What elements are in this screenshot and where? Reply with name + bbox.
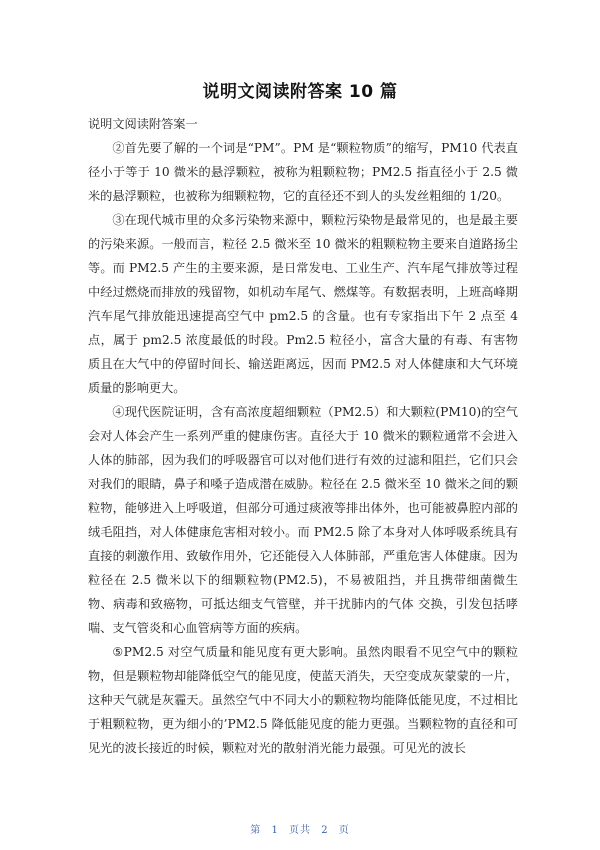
document-title: 说明文阅读附答案 10 篇 (202, 82, 398, 102)
footer-of-label: 页共 (289, 825, 311, 836)
paragraph-3: ③在现代城市里的众多污染物来源中，颗粒污染物是最常见的，也是最主要的污染来源。一般而言，粒径 2.5 微米至 10 微米的粗颗粒物主要来自道路扬尘等。而 PM2.5 产生的主要来源，是日常发电、工业生产、汽车尾气排放等过程中经过燃烧而排放的残留物，如机动车尾气、燃煤等。有数据表明，上班高峰期汽车尾气排放能迅速提高空气中 pm2.5 的含量。也有专家指出下午 2 点至 4 点，属于 pm2.5 浓度最低的时段。Pm2.5 粒径小，富含大量的有毒、有害物质且在大气中的停留时间长、输送距离远，因而 PM2.5 对人体健康和大气环境质量的影响更大。 (88, 213, 518, 395)
footer-page-label: 第 (250, 825, 262, 836)
document-body (88, 112, 518, 760)
page-footer (0, 821, 600, 836)
footer-current-page: 1 (271, 825, 279, 836)
paragraph-2: ②首先要了解的一个词是“PM”。PM 是“颗粒物质”的缩写，PM10 代表直径小于等于 10 微米的悬浮颗粒，被称为粗颗粒物；PM2.5 指直径小于 2.5 微米的悬浮颗粒，也被称为细颗粒物，它的直径还不到人的头发丝粗细的 1/20。 (88, 141, 518, 203)
footer-total-pages: 2 (321, 825, 329, 836)
footer-page-suffix: 页 (338, 825, 350, 836)
paragraph-4: ④现代医院证明，含有高浓度超细颗粒（PM2.5）和大颗粒(PM10)的空气会对人体会产生一系列严重的健康伤害。直径大于 10 微米的颗粒通常不会进入人体的肺部，因为我们的呼吸器官可以对他们进行有效的过滤和阻拦，它们只会对我们的眼睛，鼻子和嗓子造成潜在威胁。粒径在 2.5 微米至 10 微米之间的颗粒物，能够进入上呼吸道，但部分可通过痰液等排出体外，也可能被鼻腔内部的绒毛阻挡，对人体健康危害相对较小。而 PM2.5 除了本身对人体呼吸系统具有直接的刺激作用、致敏作用外，它还能侵入人体肺部，严重危害人体健康。因为粒径在 2.5 微米以下的细颗粒物(PM2.5)，不易被阻挡，并且携带细菌微生物、病毒和致癌物，可抵达细支气管壁，并干扰肺内的气体 交换，引发包括哮喘、支气管炎和心血管病等方面的疾病。 (88, 405, 518, 635)
paragraph-5: ⑤PM2.5 对空气质量和能见度有更大影响。虽然肉眼看不见空气中的颗粒物，但是颗粒物却能降低空气的能见度，使蓝天消失，天空变成灰蒙蒙的一片，这种天气就是灰霾天。虽然空气中不同大小的颗粒物均能降低能见度，不过相比于粗颗粒物，更为细小的’PM2.5 降低能见度的能力更强。当颗粒物的直径和可见光的波长接近的时候，颗粒对光的散射消光能力最强。可见光的波长 (88, 645, 518, 755)
section-heading: 说明文阅读附答案一 (88, 117, 198, 131)
